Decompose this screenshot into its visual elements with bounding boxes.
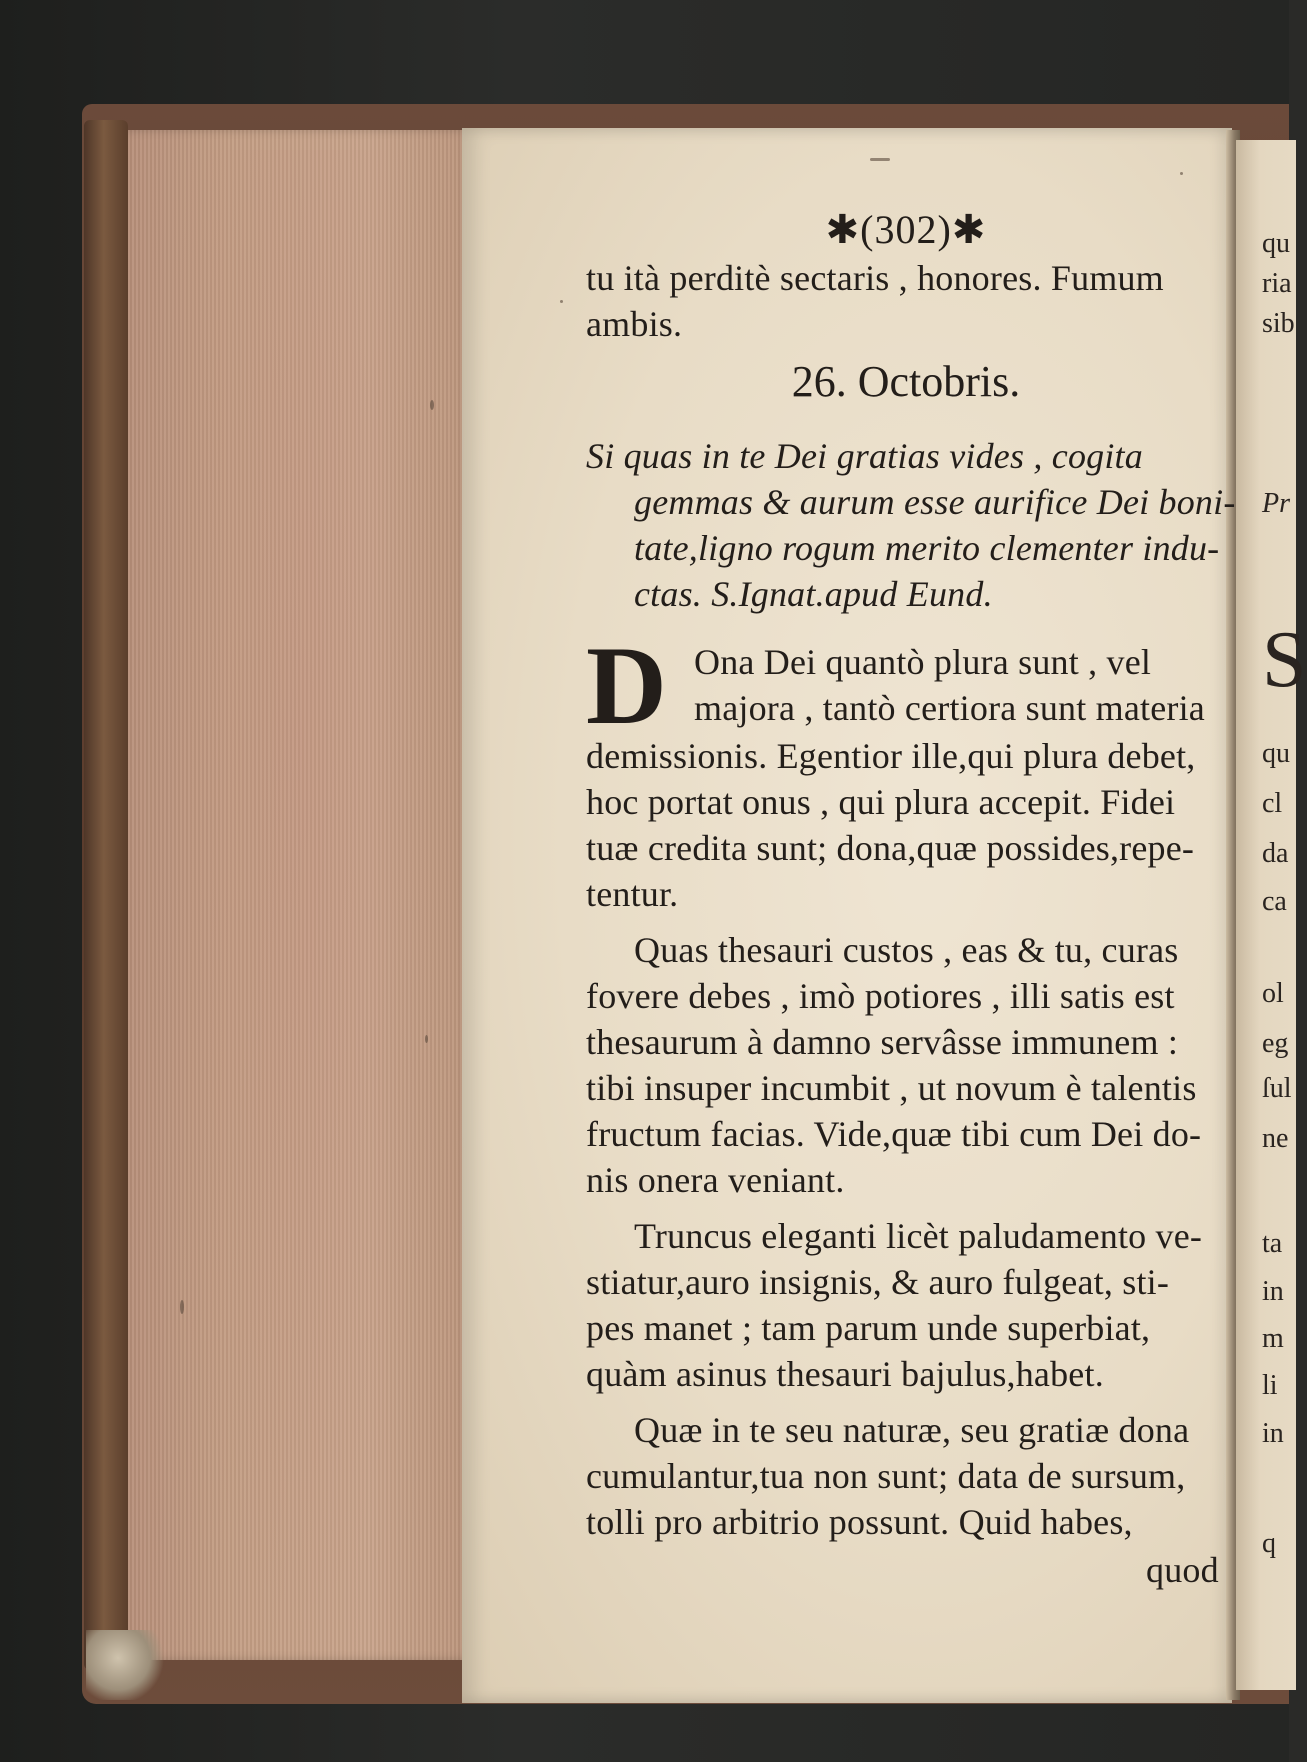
motto-line: ctas. S.Ignat.apud Eund. [634,574,993,614]
text-line: tentur. [586,874,679,914]
catchword: quod [1146,1550,1219,1590]
facing-fragment: eg [1262,1028,1289,1059]
facing-fragment: in [1262,1418,1284,1449]
facing-fragment: qu [1262,738,1290,769]
text-line: tolli pro arbitrio possunt. Quid habes, [586,1502,1133,1542]
motto-line: Si quas in te Dei gratias vides , cogita [586,436,1143,476]
facing-fragment: in [1262,1276,1284,1307]
text-line: Ona Dei quantò plura sunt , vel [694,642,1152,682]
facing-fragment: sib [1262,308,1295,339]
text-line: thesaurum à damno servâsse immunem : [586,1022,1179,1062]
text-line: fructum facias. Vide,quæ tibi cum Dei do- [586,1114,1202,1154]
text-line: hoc portat onus , qui plura accepit. Fidei [586,782,1176,822]
paper-speck [425,1035,428,1043]
facing-fragment: cl [1262,788,1283,819]
cover-edge [84,120,128,1670]
text-line: majora , tantò certiora sunt materia [694,688,1205,728]
text-line: fovere debes , imò potiores , illi satis est [586,976,1175,1016]
facing-fragment: m [1262,1323,1284,1354]
paper-speck [560,300,563,303]
text-line: quàm asinus thesauri bajulus,habet. [586,1354,1104,1394]
facing-fragment: da [1262,838,1289,869]
text-line: Quæ in te seu naturæ, seu gratiæ dona [634,1410,1190,1450]
text-line: demissionis. Egentior ille,qui plura debet, [586,736,1196,776]
motto-line: tate,ligno rogum merito clementer indu- [634,528,1220,568]
facing-fragment: li [1262,1370,1278,1401]
paper-speck [870,158,890,161]
facing-fragment: ſul [1262,1073,1292,1104]
text-line: stiatur,auro insignis, & auro fulgeat, sti- [586,1262,1170,1302]
facing-fragment: S [1262,616,1307,704]
facing-fragment: ca [1262,886,1287,917]
text-line: cumulantur,tua non sunt; data de sursum, [586,1456,1186,1496]
text-line: nis onera veniant. [586,1160,845,1200]
paper-speck [430,400,434,410]
facing-fragment: Pr [1262,488,1290,519]
text-line: Truncus eleganti licèt paludamento ve- [634,1216,1203,1256]
torn-corner [86,1630,166,1700]
text-line: tu ità perditè sectaris , honores. Fumum [586,258,1164,298]
page-number: ✱(302)✱ [825,207,987,252]
motto-line: gemmas & aurum esse aurifice Dei boni- [634,482,1236,522]
facing-fragment: ol [1262,978,1284,1009]
text-line: pes manet ; tam parum unde superbiat, [586,1308,1151,1348]
date-heading: 26. Octobris. [791,357,1021,406]
facing-fragment: ria [1262,268,1292,299]
text-line: ambis. [586,304,683,344]
page-stack-stain [145,150,455,1640]
facing-fragment: q [1262,1528,1276,1559]
text-line: tuæ credita sunt; dona,quæ possides,repe- [586,828,1195,868]
paper-speck [180,1300,184,1314]
facing-fragment: ne [1262,1123,1289,1154]
facing-fragment: qu [1262,228,1290,259]
paper-speck [1180,172,1183,175]
text-line: Quas thesauri custos , eas & tu, curas [634,930,1179,970]
facing-fragment: ta [1262,1228,1283,1259]
drop-cap: D [586,624,667,748]
text-line: tibi insuper incumbit , ut novum è talentis [586,1068,1197,1108]
